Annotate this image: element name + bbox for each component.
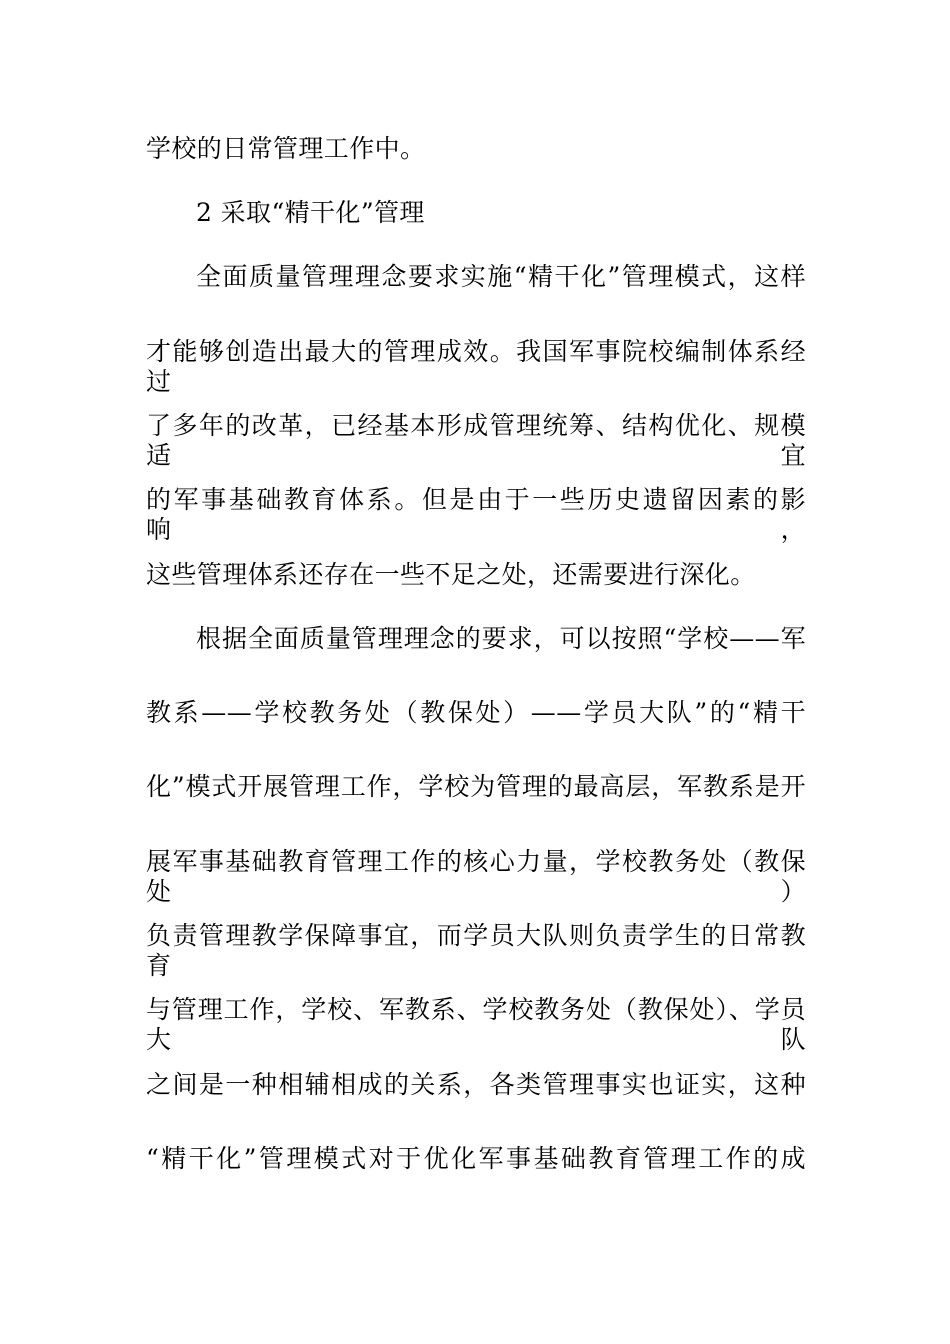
- paragraph-line: 了多年的改革，已经基本形成管理统筹、结构优化、规模适宜: [146, 411, 806, 470]
- paragraph-line: 教系——学校教务处（教保处）——学员大队”的“精干: [146, 698, 806, 727]
- paragraph-line: 负责管理教学保障事宜，而学员大队则负责学生的日常教育: [146, 921, 806, 980]
- paragraph-line: 学校的日常管理工作中。: [146, 134, 426, 163]
- paragraph-line: 全面质量管理理念要求实施“精干化”管理模式，这样: [196, 262, 806, 291]
- paragraph-line: 才能够创造出最大的管理成效。我国军事院校编制体系经过: [146, 337, 806, 396]
- paragraph-line: 化”模式开展管理工作，学校为管理的最高层，军教系是开: [146, 772, 806, 801]
- paragraph-line: 根据全面质量管理理念的要求，可以按照“学校——军: [196, 624, 806, 653]
- paragraph-line: 之间是一种相辅相成的关系，各类管理事实也证实，这种: [146, 1070, 806, 1099]
- paragraph-line: 这些管理体系还存在一些不足之处，还需要进行深化。: [146, 560, 756, 589]
- paragraph-line: 与管理工作，学校、军教系、学校教务处（教保处）、学员大队: [146, 995, 806, 1054]
- paragraph-line: “精干化”管理模式对于优化军事基础教育管理工作的成: [146, 1144, 806, 1173]
- paragraph-line: 展军事基础教育管理工作的核心力量，学校教务处（教保处）: [146, 847, 806, 906]
- section-heading: 2 采取“精干化”管理: [196, 198, 425, 227]
- paragraph-line: 的军事基础教育体系。但是由于一些历史遗留因素的影响，: [146, 485, 806, 544]
